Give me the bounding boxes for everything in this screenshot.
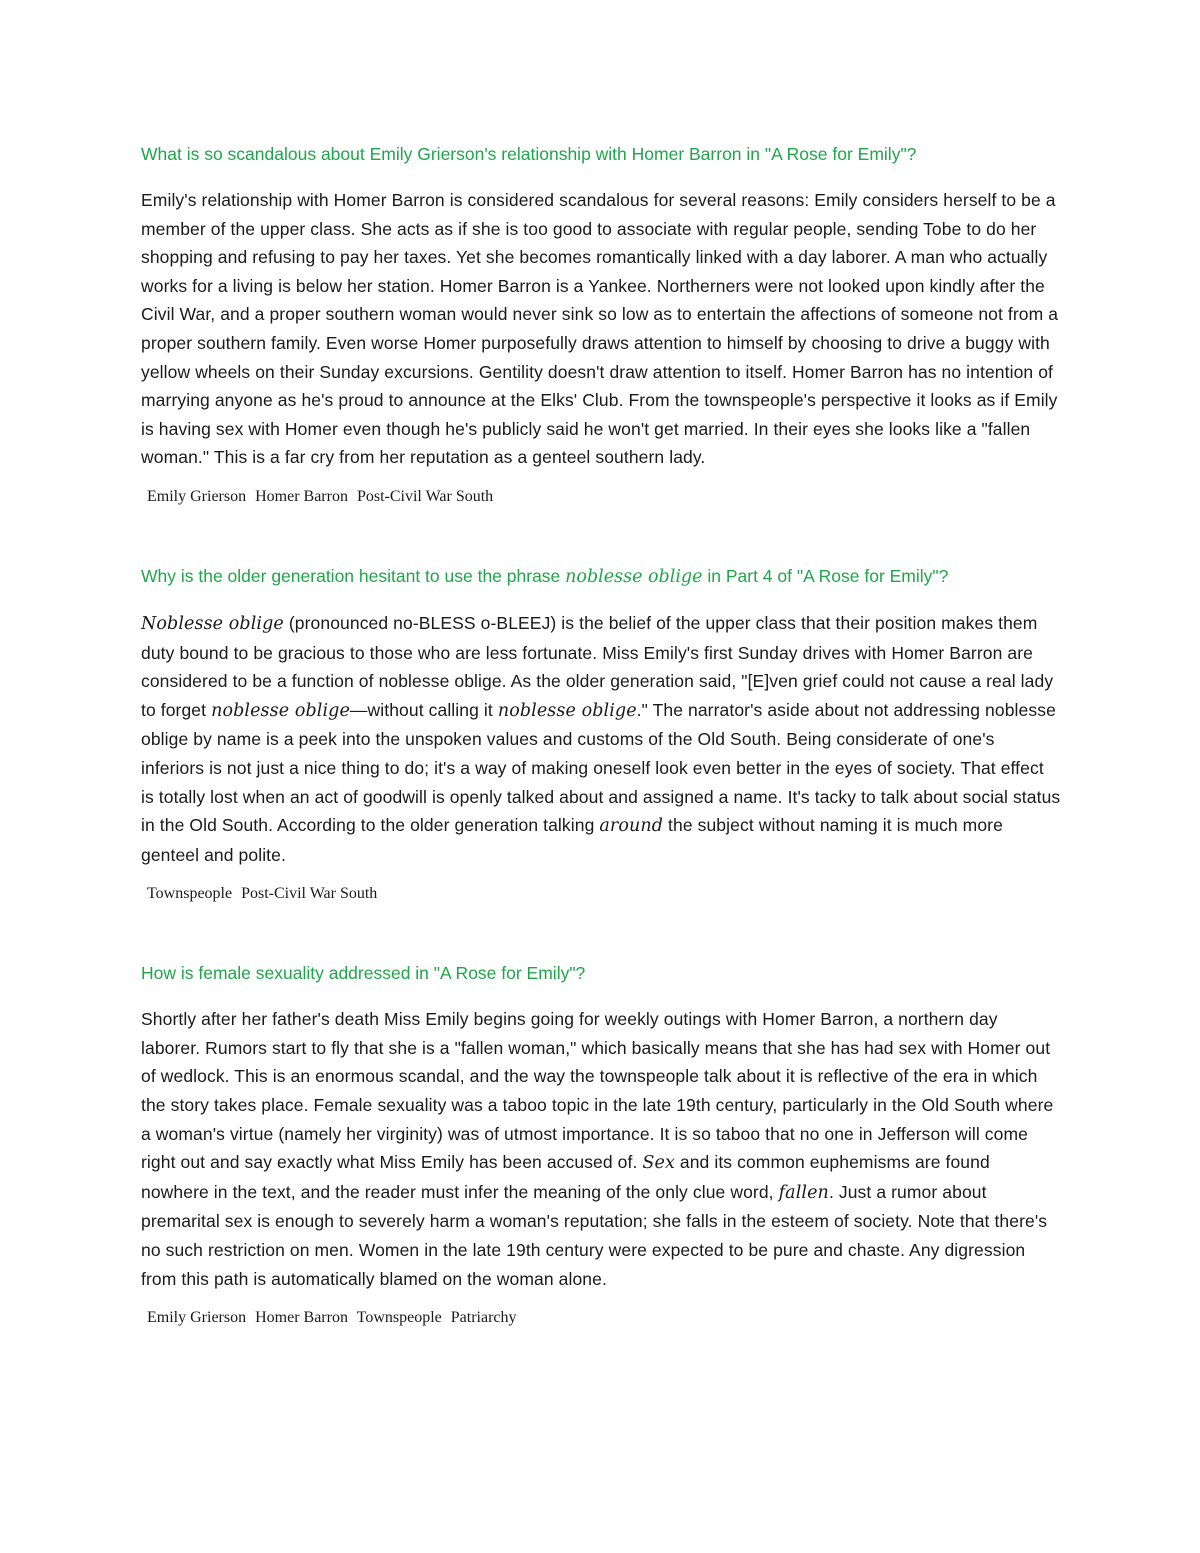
tag-homer-barron[interactable]: Homer Barron bbox=[255, 487, 348, 505]
question-heading bbox=[141, 959, 1061, 987]
answer-text: . Just a rumor about premarital sex is enough to severely harm a woman's reputation; she falls in the esteem of society. Note that there's no such restriction on men. Women in the late 19th century were expected to be pure and chaste. Any digression from this path is automatically blamed on the woman alone. bbox=[141, 1181, 1048, 1289]
tag-post-civil-war-south[interactable]: Post-Civil War South bbox=[241, 885, 378, 903]
tag-list bbox=[147, 486, 1061, 508]
answer-italic-term: Noblesse oblige bbox=[141, 613, 284, 634]
tag-emily-grierson[interactable]: Emily Grierson bbox=[147, 1309, 247, 1327]
tag-townspeople[interactable]: Townspeople bbox=[356, 1309, 442, 1327]
tag-list bbox=[147, 883, 1061, 905]
tag-patriarchy[interactable]: Patriarchy bbox=[450, 1309, 517, 1327]
tag-list bbox=[147, 1307, 1061, 1329]
question-text: Why is the older generation hesitant to use the phrase bbox=[141, 565, 566, 586]
tag-townspeople[interactable]: Townspeople bbox=[147, 885, 233, 903]
question-text: in Part 4 of "A Rose for Emily"? bbox=[702, 565, 949, 586]
answer-text: the subject without naming it is much more genteel and polite. bbox=[141, 815, 1003, 865]
answer-text: ." The narrator's aside about not addressing noblesse oblige by name is a peek into the unspoken values and customs of the Old South. Being considerate of one's inferiors is not just a nice thing to do; it's a way of making oneself look even better in the eyes of society. That effect is totally lost when an act of goodwill is openly talked about and assigned a name. It's tacky to talk about social status in the Old South. According to the older generation talking bbox=[141, 699, 1061, 836]
tag-post-civil-war-south[interactable]: Post-Civil War South bbox=[356, 487, 494, 505]
answer-italic-term: around bbox=[599, 816, 664, 837]
tag-emily-grierson[interactable]: Emily Grierson bbox=[147, 487, 247, 505]
answer-text: Shortly after her father's death Miss Emily begins going for weekly outings with Homer Barron, a northern day laborer. Rumors start to fly that she is a "fallen woman," which basically means that she has had sex with Homer out of wedlock. This is an enormous scandal, and the way the townspeople talk about it is reflective of the era in which the story takes place. Female sexuality was a taboo topic in the late 19th century, particularly in the Old South where a woman's virtue (namely her virginity) was of utmost importance. It is so taboo that no one in Jefferson will come right out and say exactly what Miss Emily has been accused of. bbox=[141, 1009, 1054, 1173]
qa-section-3 bbox=[141, 959, 1061, 1329]
question-text: What is so scandalous about Emily Grierson's relationship with Homer Barron in "A Rose for Emily"? bbox=[141, 144, 917, 164]
answer-paragraph bbox=[141, 186, 1061, 472]
answer-text: (pronounced no-BLESS o-BLEEJ) is the belief of the upper class that their position makes them duty bound to be gracious to those who are less fortunate. Miss Emily's first Sunday drives with Homer Barron are considered to be a function of noblesse oblige. As the older generation said, "[E]ven grief could not cause a real lady to forget bbox=[141, 612, 1054, 720]
question-heading bbox=[141, 140, 1061, 168]
question-italic-term: noblesse oblige bbox=[565, 566, 703, 587]
qa-section-2 bbox=[141, 562, 1061, 905]
answer-text: —without calling it bbox=[349, 699, 498, 720]
answer-italic-term: Sex bbox=[642, 1153, 675, 1174]
document-page bbox=[141, 140, 1061, 1383]
answer-italic-term: noblesse oblige bbox=[497, 700, 637, 721]
answer-paragraph bbox=[141, 609, 1061, 869]
answer-text: and its common euphemisms are found nowhere in the text, and the reader must infer the meaning of the only clue word, bbox=[141, 1152, 990, 1202]
tag-homer-barron[interactable]: Homer Barron bbox=[255, 1309, 348, 1327]
answer-italic-term: noblesse oblige bbox=[211, 700, 350, 721]
question-text: How is female sexuality addressed in "A Rose for Emily"? bbox=[141, 963, 586, 984]
answer-italic-term: fallen bbox=[778, 1182, 829, 1203]
answer-paragraph bbox=[141, 1005, 1061, 1293]
qa-section-1 bbox=[141, 140, 1061, 508]
answer-text: Emily's relationship with Homer Barron is considered scandalous for several reasons: Emily considers herself to be a member of the upper class. She acts as if she is too good to associate with regular people, sending Tobe to do her shopping and refusing to pay her taxes. Yet she becomes romantically linked with a day laborer. A man who actually works for a living is below her station. Homer Barron is a Yankee. Northerners were not looked upon kindly after the Civil War, and a proper southern woman would never sink so low as to entertain the affections of someone not from a proper southern family. Even worse Homer purposefully draws attention to himself by choosing to drive a buggy with yellow wheels on their Sunday excursions. Gentility doesn't draw attention to itself. Homer Barron has no intention of marrying anyone as he's proud to announce at the Elks' Club. From the townspeople's perspective it looks as if Emily is having sex with Homer even though he's publicly said he won't get married. In their eyes she looks like a "fallen woman." This is a far cry from her reputation as a genteel southern lady. bbox=[141, 190, 1059, 468]
question-heading bbox=[141, 562, 1061, 591]
